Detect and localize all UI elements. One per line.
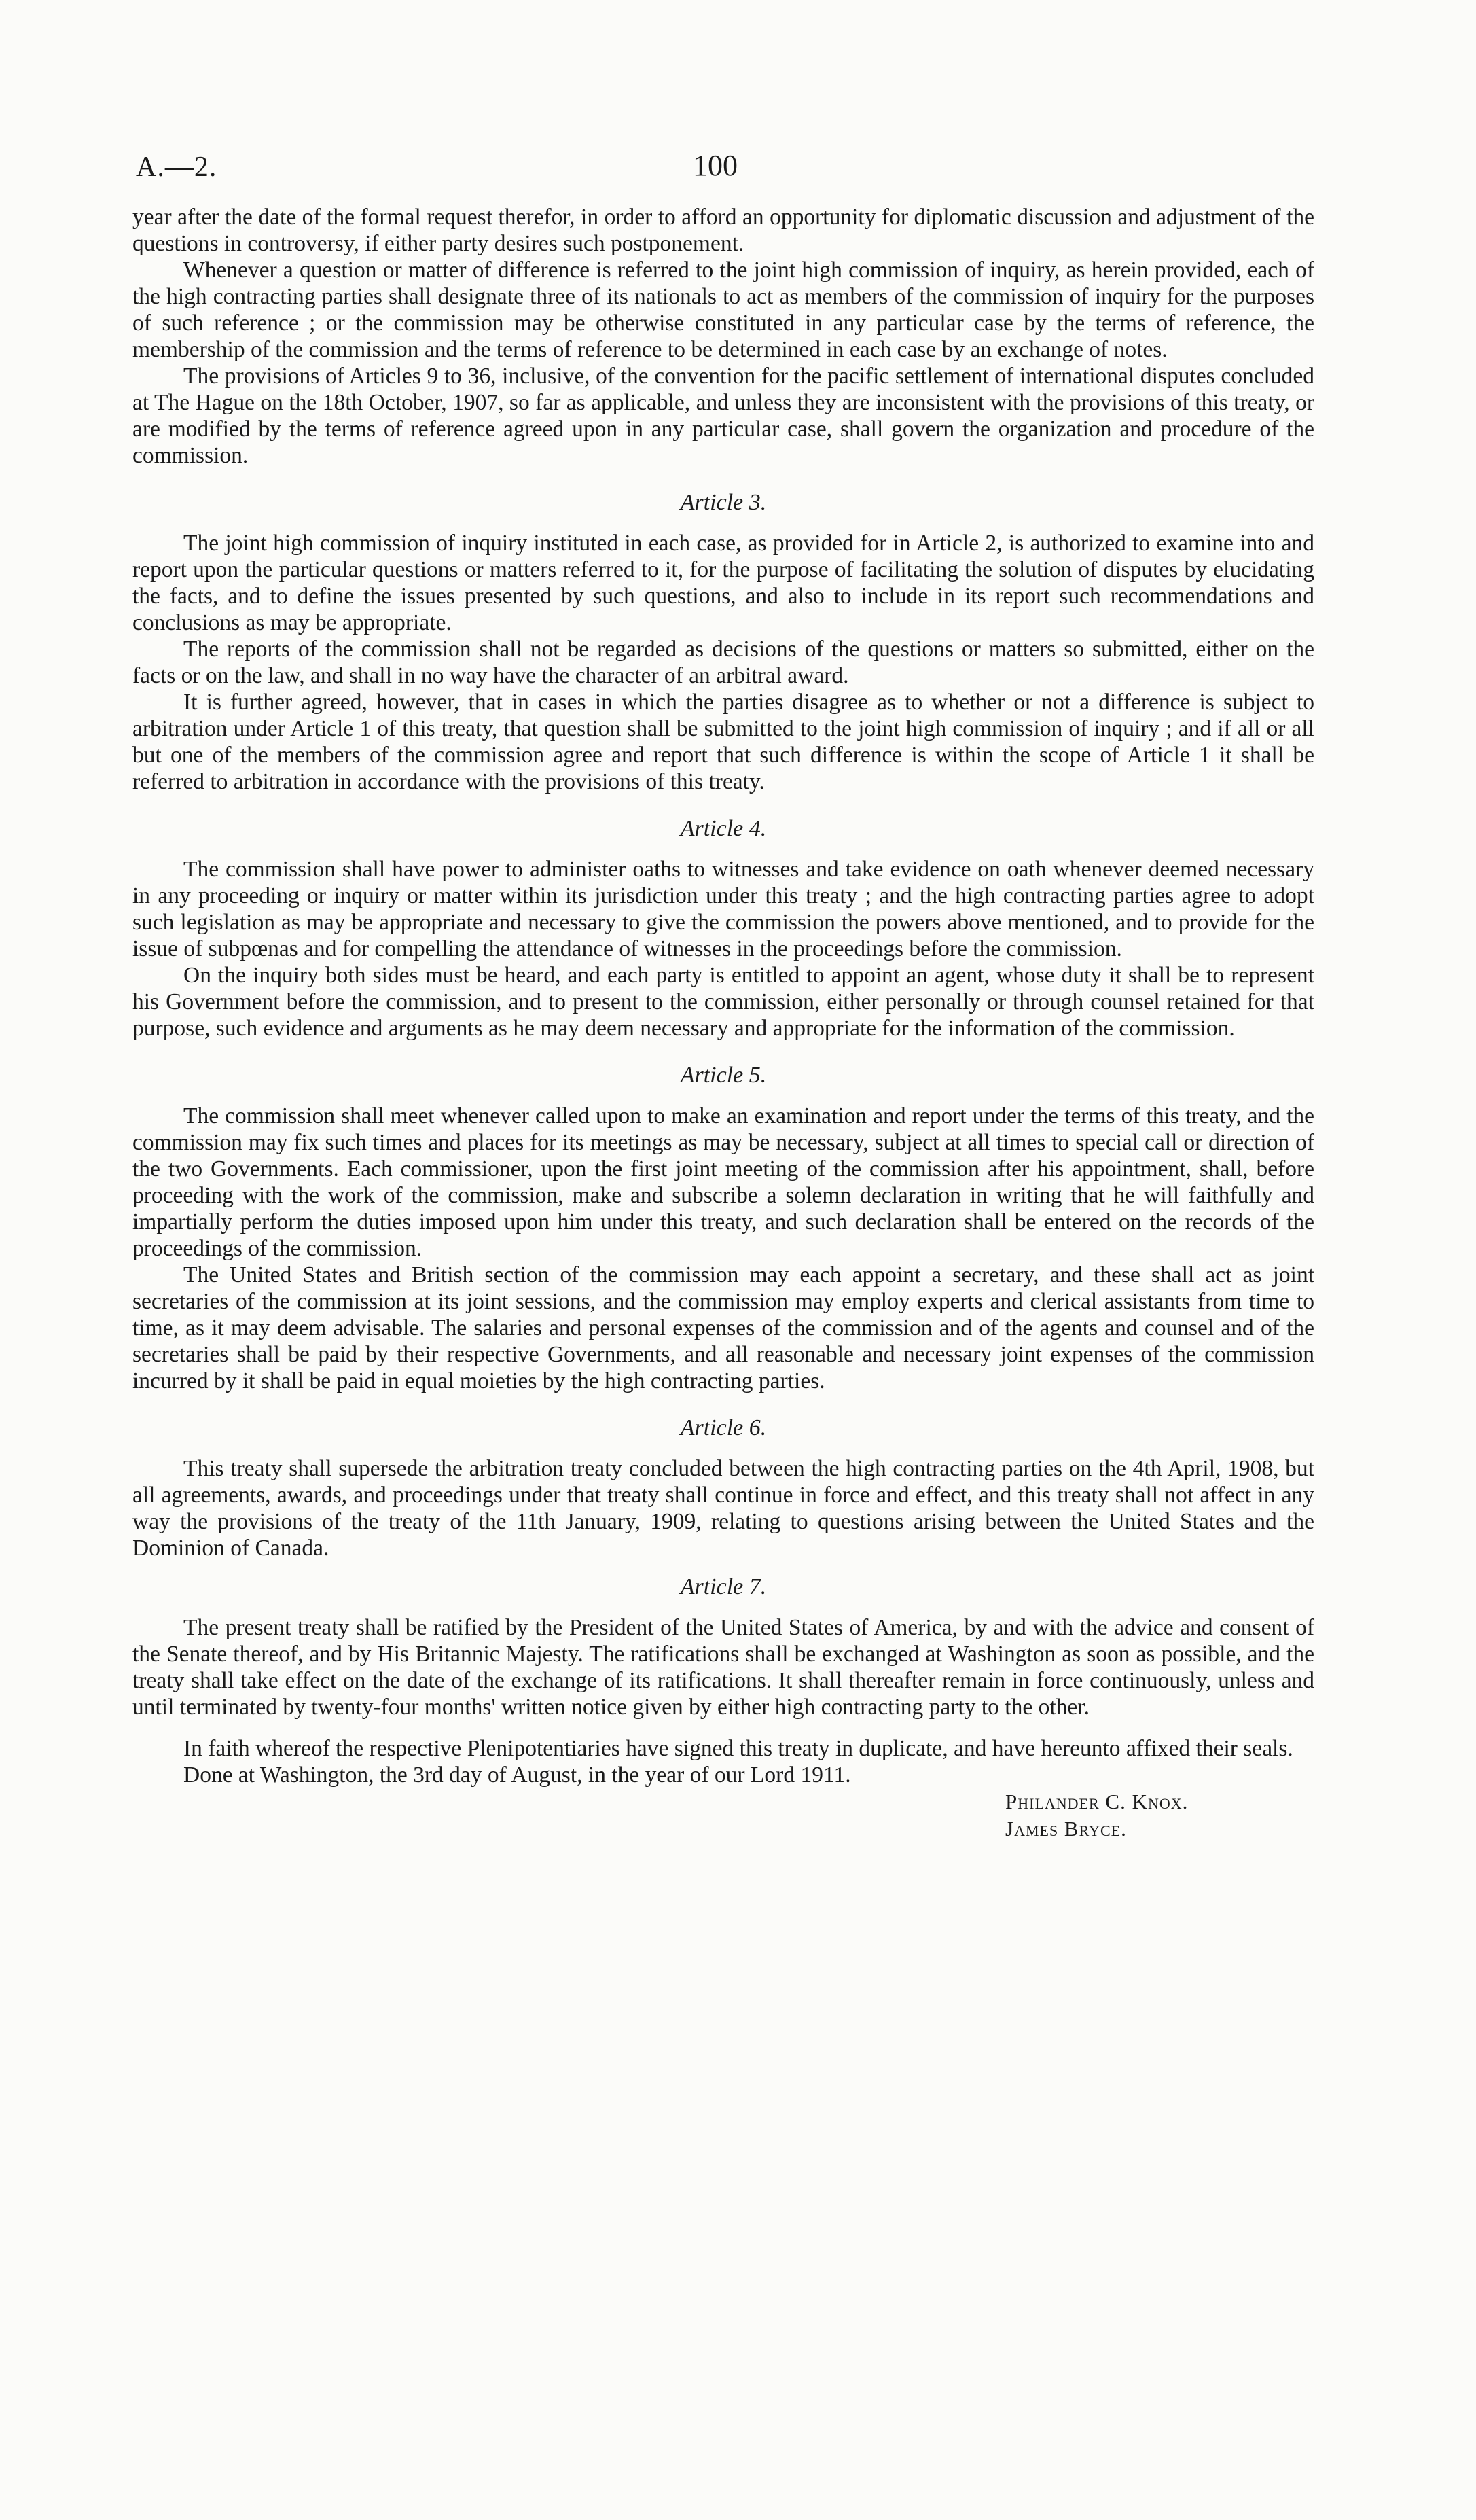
article-3-paragraph: It is further agreed, however, that in cases in which the parties disagree as to whether or not a difference is subject to arbitration under Article 1 of this treaty, that question shall be submitted to the joint high commission of inquiry ; and if all or all but one of the members of the commission agree and report that such difference is within the scope of Article 1 it shall be referred to arbitration in accordance with the provisions of this treaty. — [132, 690, 1314, 794]
article-7-paragraph: The present treaty shall be ratified by the President of the United States of America, by and with the advice and consent of the Senate thereof, and by His Britannic Majesty. The ratifications shall be exchanged at Washington as soon as possible, and the treaty shall take effect on the date of the exchange of its ratifications. It shall thereafter remain in force continuously, unless and until terminated by twenty-four months' written notice given by either high contracting party to the other. — [132, 1615, 1314, 1720]
intro-paragraph: The provisions of Articles 9 to 36, inclusive, of the convention for the pacific settlement of international disputes concluded at The Hague on the 18th October, 1907, so far as applicable, and unless they are inconsistent with the provisions of this treaty, or are modified by the terms of reference agreed upon in any particular case, shall govern the organization and procedure of the commission. — [132, 363, 1314, 468]
document-reference: A.—2. — [136, 152, 217, 183]
article-5-paragraph: The commission shall meet whenever called upon to make an examination and report under the terms of this treaty, and the commission may fix such times and places for its meetings as may be necessary, subject at all times to special call or direction of the two Governments. Each commissioner, upon the first joint meeting of the commission after his appointment, shall, before proceeding with the work of the commission, make and subscribe a solemn declaration in writing that he will faithfully and impartially perform the duties imposed upon him under this treaty, and such declaration shall be entered on the records of the proceedings of the commission. — [132, 1103, 1314, 1261]
article-6-paragraph: This treaty shall supersede the arbitration treaty concluded between the high contracting parties on the 4th April, 1908, but all agreements, awards, and proceedings under that treaty shall continue in force and effect, and this treaty shall not affect in any way the provisions of the treaty of the 11th January, 1909, relating to questions arising between the United States and the Dominion of Canada. — [132, 1456, 1314, 1561]
page-header — [132, 0, 1314, 204]
document-body — [132, 204, 1314, 1788]
signature-block — [1005, 1788, 1314, 1843]
signature-knox: Philander C. Knox. — [1005, 1790, 1189, 1813]
article-4-heading: Article 4. — [680, 816, 767, 841]
signature-bryce: James Bryce. — [1005, 1817, 1127, 1841]
article-5-paragraph: The United States and British section of the commission may each appoint a secretary, and these shall act as joint secretaries of the commission at its joint sessions, and the commission may employ experts and clerical assistants from time to time, as it may deem advisable. The salaries and personal expenses of the commission and of the agents and counsel and of the secretaries shall be paid by their respective Governments, and all reasonable and necessary joint expenses of the commission incurred by it shall be paid in equal moieties by the high contracting parties. — [132, 1262, 1314, 1394]
article-7-heading: Article 7. — [680, 1574, 767, 1599]
spacer — [132, 1720, 1314, 1735]
closing-paragraph: In faith whereof the respective Plenipotentiaries have signed this treaty in duplicate, and have hereunto affixed their seals. — [183, 1736, 1293, 1761]
article-6-heading: Article 6. — [680, 1415, 767, 1440]
article-4-paragraph: On the inquiry both sides must be heard, and each party is entitled to appoint an agent, whose duty it shall be to represent his Government before the commission, and to present to the commission, either personally or through counsel retained for that purpose, such evidence and arguments as he may deem necessary and appropriate for the information of the commission. — [132, 963, 1314, 1041]
intro-paragraph-continuation: year after the date of the formal request therefor, in order to afford an opportunity for diplomatic discussion and adjustment of the questions in controversy, if either party desires such postponement. — [132, 205, 1314, 256]
article-3-paragraph: The joint high commission of inquiry instituted in each case, as provided for in Article 2, is authorized to examine into and report upon the particular questions or matters referred to it, for the purpose of facilitating the solution of disputes by elucidating the facts, and to define the issues presented by such questions, and also to include in its report such recommendations and conclusions as may be appropriate. — [132, 531, 1314, 635]
article-4-paragraph: The commission shall have power to administer oaths to witnesses and take evidence on oath whenever deemed necessary in any proceeding or inquiry or matter within its jurisdiction under this treaty ; and the high contracting parties agree to adopt such legislation as may be appropriate and necessary to give the commission the powers above mentioned, and to provide for the issue of subpœnas and for compelling the attendance of witnesses in the proceedings before the commission. — [132, 857, 1314, 961]
article-5-heading: Article 5. — [680, 1063, 767, 1088]
closing-date-line: Done at Washington, the 3rd day of August, in the year of our Lord 1911. — [183, 1762, 851, 1788]
article-3-paragraph: The reports of the commission shall not be regarded as decisions of the questions or matters so submitted, either on the facts or on the law, and shall in no way have the character of an arbitral award. — [132, 637, 1314, 688]
document-page — [132, 0, 1314, 1843]
intro-paragraph: Whenever a question or matter of difference is referred to the joint high commission of inquiry, as herein provided, each of the high contracting parties shall designate three of its nationals to act as members of the commission of inquiry for the purposes of such reference ; or the commission may be otherwise constituted in any particular case by the terms of reference, the membership of the commission and the terms of reference to be determined in each case by an exchange of notes. — [132, 258, 1314, 362]
page-number: 100 — [693, 149, 738, 182]
article-3-heading: Article 3. — [680, 490, 767, 515]
